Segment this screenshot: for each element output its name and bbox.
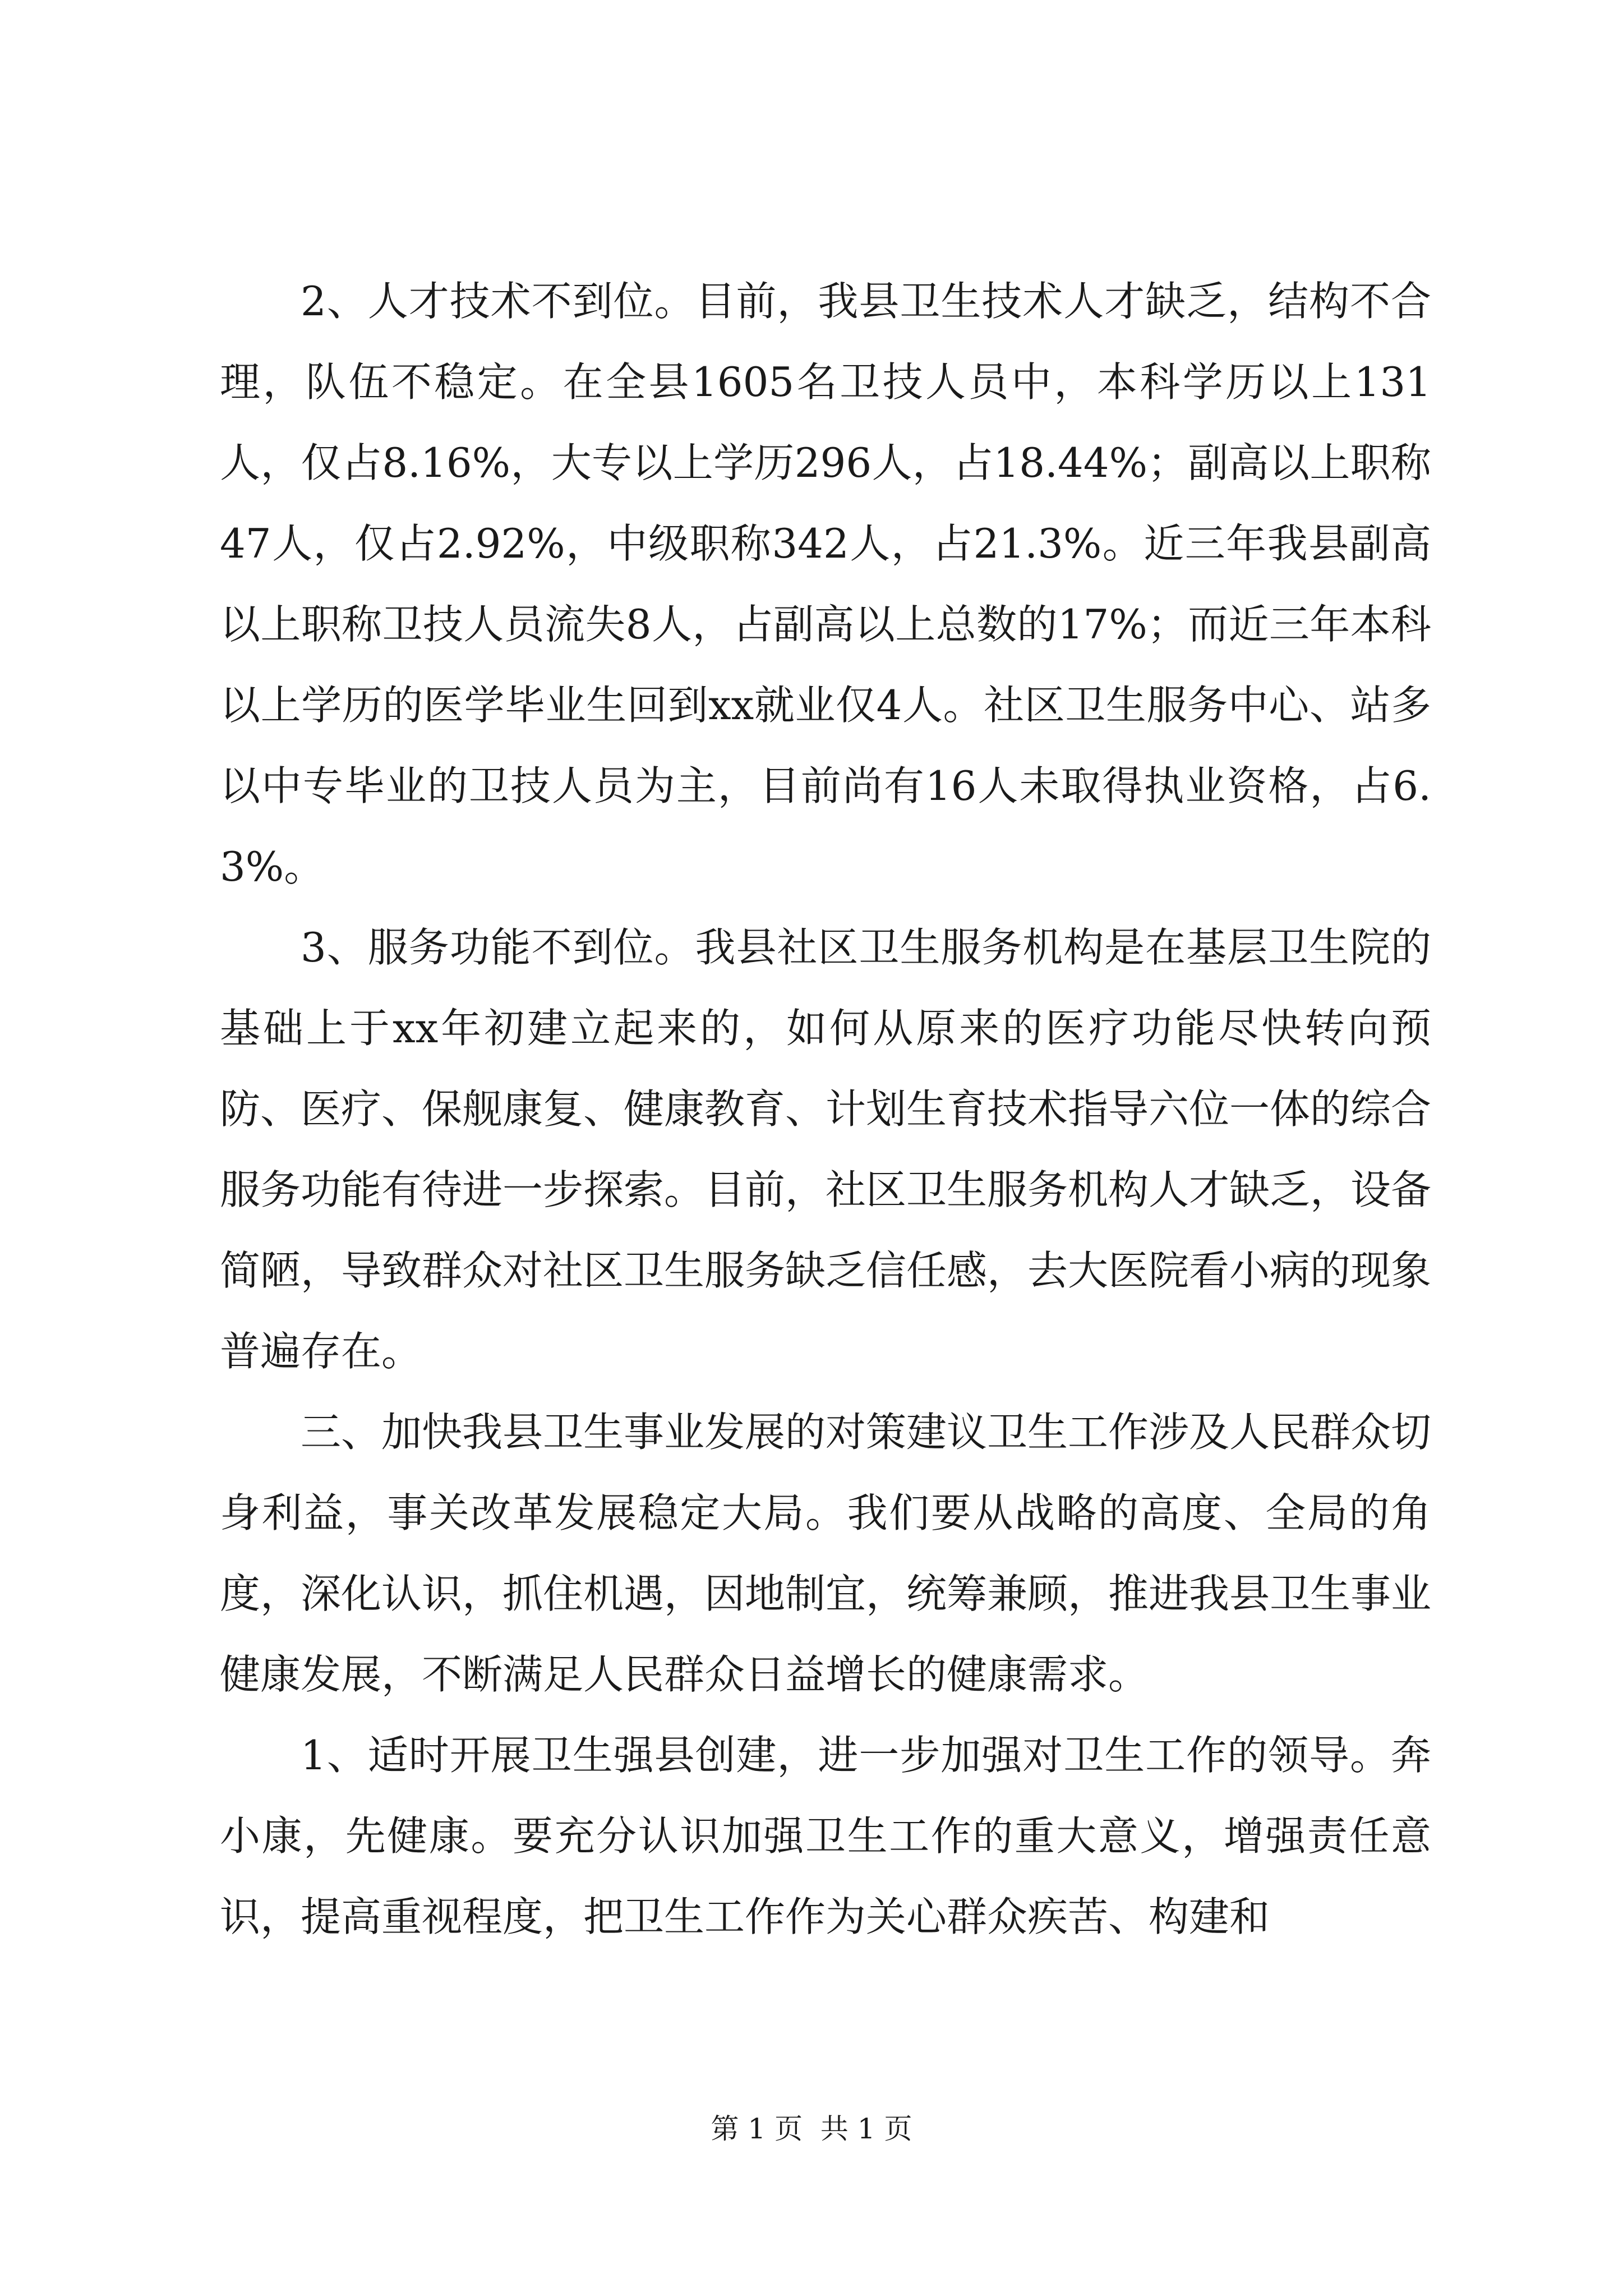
page-footer: [0, 2109, 1623, 2148]
paragraph-countermeasures: 三、加快我县卫生事业发展的对策建议卫生工作涉及人民群众切身利益，事关改革发展稳定大局。我们要从战略的高度、全局的角度，深化认识，抓住机遇，因地制宜，统筹兼顾，推进我县卫生事业健康发展，不断满足人民群众日益增长的健康需求。: [220, 1409, 1432, 1698]
document-body: [220, 261, 1431, 1957]
paragraph-health-county: 1、适时开展卫生强县创建，进一步加强对卫生工作的领导。奔小康，先健康。要充分认识加强卫生工作的重大意义，增强责任意识，提高重视程度，把卫生工作作为关心群众疾苦、构建和: [220, 1732, 1431, 1940]
paragraph-service-function: 3、服务功能不到位。我县社区卫生服务机构是在基层卫生院的基础上于xx年初建立起来的，如何从原来的医疗功能尽快转向预防、医疗、保舰康复、健康教育、计划生育技术指导六位一体的综合服务功能有待进一步探索。目前，社区卫生服务机构人才缺乏，设备简陋，导致群众对社区卫生服务缺乏信任感，去大医院看小病的现象普遍存在。: [220, 924, 1432, 1375]
page-number: 第 1 页 共 1 页: [711, 2113, 912, 2145]
paragraph-talent: 2、人才技术不到位。目前，我县卫生技术人才缺乏，结构不合理，队伍不稳定。在全县1605名卫技人员中，本科学历以上131人，仅占8.16%，大专以上学历296人，占18.44%；副高以上职称47人，仅占2.92%，中级职称342人，占21.3%。近三年我县副高以上职称卫技人员流失8人，占副高以上总数的17%；而近三年本科以上学历的医学毕业生回到xx就业仅4人。社区卫生服务中心、站多以中专毕业的卫技人员为主，目前尚有16人未取得执业资格，占6.3%。: [220, 278, 1431, 890]
